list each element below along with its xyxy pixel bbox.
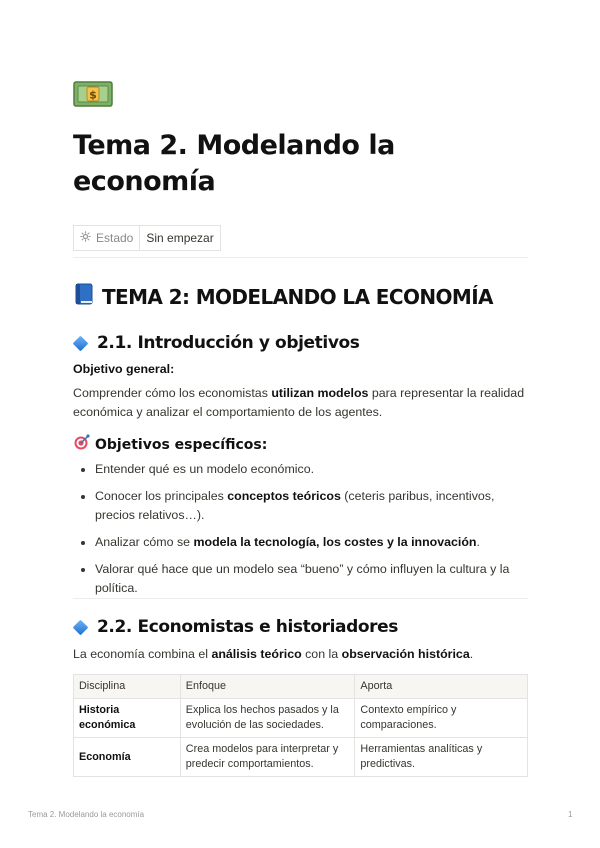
general-objective-label: Objetivo general: bbox=[73, 362, 175, 376]
table-header: Disciplina bbox=[74, 675, 181, 699]
table-row bbox=[74, 699, 528, 738]
specific-objectives-heading: Objetivos específicos: bbox=[73, 433, 267, 457]
table-cell: Historia económica bbox=[74, 699, 181, 738]
section-heading-intro: 2.1. Introducción y objetivos bbox=[73, 331, 360, 355]
target-icon bbox=[73, 433, 91, 457]
blue-book-icon bbox=[73, 282, 95, 312]
main-heading: TEMA 2: MODELANDO LA ECONOMÍA bbox=[73, 282, 493, 312]
list-item: Analizar cómo se modela la tecnología, los costes y la innovación. bbox=[73, 533, 528, 552]
list-item: Valorar qué hace que un modelo sea “bueno” y cómo influyen la cultura y la política. bbox=[73, 560, 528, 598]
table-cell: Herramientas analíticas y predictivas. bbox=[355, 738, 528, 777]
table-header: Aporta bbox=[355, 675, 528, 699]
svg-text:$: $ bbox=[89, 88, 97, 102]
disciplines-table bbox=[73, 674, 528, 777]
table-header-row bbox=[74, 675, 528, 699]
table-header: Enfoque bbox=[180, 675, 355, 699]
property-name bbox=[73, 225, 139, 251]
table-row bbox=[74, 738, 528, 777]
list-item: Conocer los principales conceptos teóricos (ceteris paribus, incentivos, precios relativos…). bbox=[73, 487, 528, 525]
property-label: Estado bbox=[96, 231, 134, 245]
divider bbox=[73, 257, 528, 258]
divider bbox=[73, 598, 528, 599]
table-cell: Explica los hechos pasados y la evolución de las sociedades. bbox=[180, 699, 355, 738]
list-item: Entender qué es un modelo económico. bbox=[73, 460, 528, 479]
status-icon bbox=[80, 231, 91, 245]
money-bill-icon bbox=[73, 80, 113, 108]
section2-intro-text: La economía combina el análisis teórico con la observación histórica. bbox=[73, 647, 474, 661]
specific-objectives-list bbox=[73, 460, 528, 606]
status-value[interactable]: Sin empezar bbox=[139, 225, 220, 251]
section-heading-historians: 2.2. Economistas e historiadores bbox=[73, 615, 398, 639]
footer-page-number: 1 bbox=[568, 810, 573, 819]
page-title: Tema 2. Modelando la economía bbox=[73, 130, 395, 197]
property-row[interactable] bbox=[73, 225, 221, 251]
blue-diamond-icon bbox=[73, 335, 89, 351]
table-cell: Crea modelos para interpretar y predecir comportamientos. bbox=[180, 738, 355, 777]
blue-diamond-icon bbox=[73, 619, 89, 635]
general-objective-text: Comprender cómo los economistas utilizan modelos para representar la realidad económica y analizar el comportamiento de los agentes. bbox=[73, 386, 525, 419]
footer-title: Tema 2. Modelando la economía bbox=[28, 810, 145, 819]
table-cell: Economía bbox=[74, 738, 181, 777]
table-cell: Contexto empírico y comparaciones. bbox=[355, 699, 528, 738]
